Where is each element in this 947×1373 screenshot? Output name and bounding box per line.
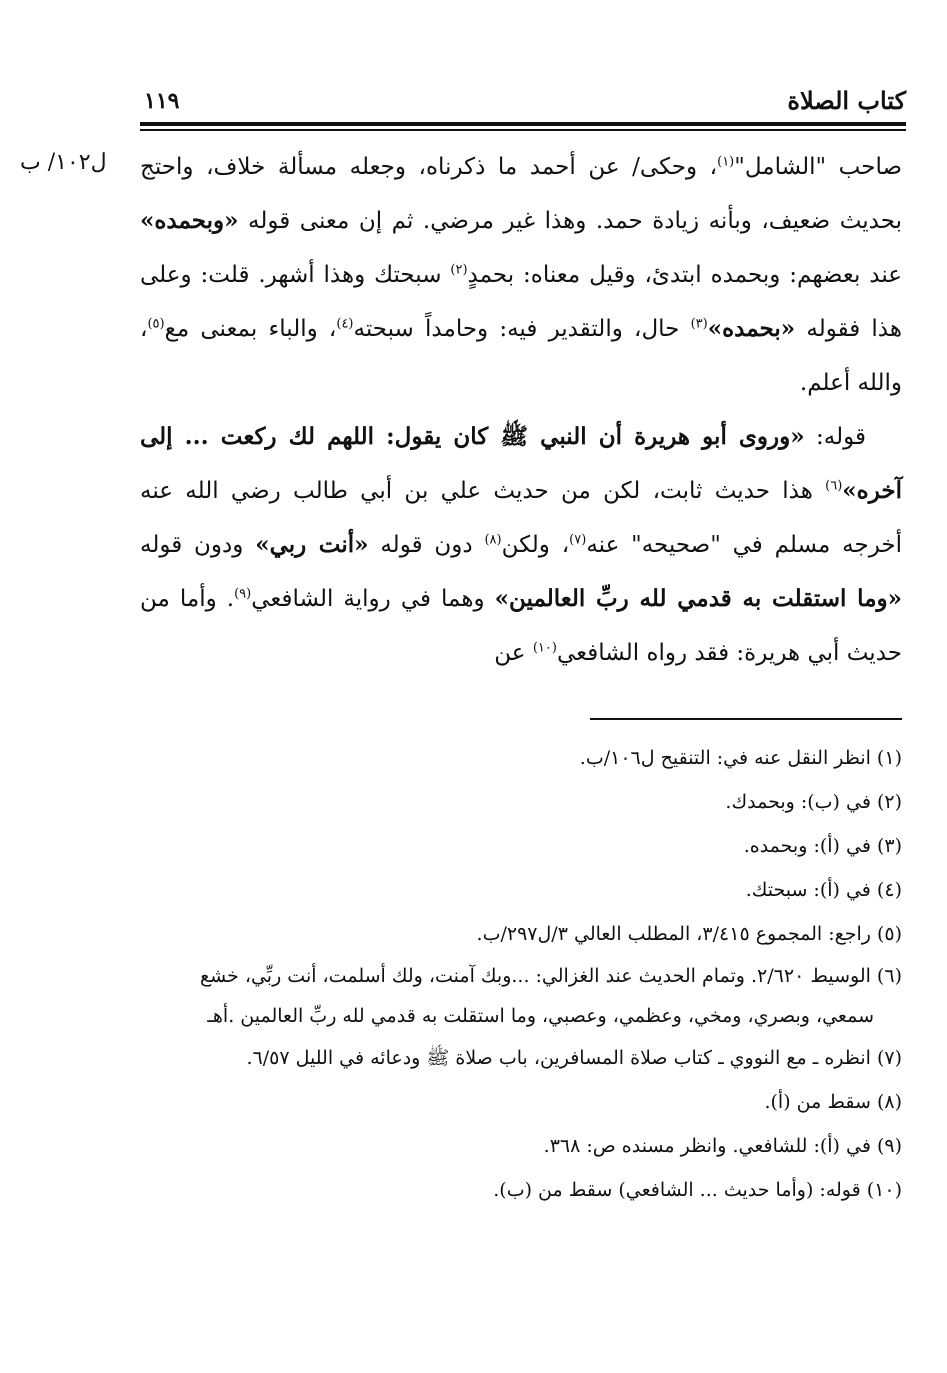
footnote-ref: (١) — [717, 154, 735, 170]
text-run: . وأما من حديث أبي هريرة: فقد رواه الشافعي — [140, 586, 902, 666]
header-rule-thin — [140, 129, 906, 131]
footnote-6: (٦) الوسيط ٢/٦٢٠. وتمام الحديث عند الغزالي: ...وبك آمنت، ولك أسلمت، أنت ربِّي، خشع سمعي، وبصري، ومخي، وعظمي، وعصبي، وما استقلت به قدمي لله ربِّ العالمين .أهـ — [199, 965, 902, 1027]
text-run: سبحتك وهذا أشهر. قلت: وعلى هذا فقوله — [140, 262, 903, 342]
quote-bold: «وما استقلت به قدمي لله ربِّ العالمين» — [494, 585, 902, 612]
footnote-ref: (٨) — [484, 532, 502, 548]
text-run: حال، والتقدير فيه: وحامداً سبحته — [353, 316, 691, 342]
text-run: ودون قوله — [140, 532, 256, 558]
text-run: وهما في رواية الشافعي — [251, 586, 495, 612]
text-run: قوله: — [804, 424, 866, 450]
footnote-ref: (٣) — [690, 316, 708, 332]
footnote-ref: (٤) — [336, 316, 354, 332]
footnote-2: (٢) في (ب): وبحمدك. — [725, 791, 902, 813]
text-run: صاحب "الشامل" — [734, 154, 902, 180]
footnote-10: (١٠) قوله: (وأما حديث ... الشافعي) سقط من (ب). — [493, 1179, 902, 1201]
running-header — [140, 86, 906, 120]
text-run: ، والله أعلم. — [140, 316, 902, 396]
manuscript-folio-note: ل١٠٢/ ب — [20, 150, 107, 175]
footnote-ref: (٢) — [450, 262, 468, 278]
footnote-separator — [590, 718, 902, 720]
footnote-7: (٧) انظره ـ مع النووي ـ كتاب صلاة المسافرين، باب صلاة ﷺ ودعائه في الليل ٦/٥٧. — [246, 1047, 902, 1069]
footnote-ref: (٩) — [234, 586, 252, 602]
footnote-ref: (٧) — [569, 532, 587, 548]
footnote-ref: (٦) — [825, 478, 843, 494]
text-run: ، وحكى/ عن أحمد ما ذكرناه، وجعله مسألة خلاف، واحتج بحديث ضعيف، وبأنه زيادة حمد. وهذا غير مرضي. ثم إن معنى قوله — [140, 154, 902, 234]
quote-bold: «أنت ربي» — [255, 531, 369, 558]
footnote-ref: (١٠) — [532, 640, 557, 656]
main-text — [140, 140, 902, 680]
quote-bold: «وروى أبو هريرة أن النبي ﷺ كان يقول: اللهم لك ركعت ... إلى آخره» — [140, 423, 902, 504]
text-run: هذا حديث ثابت، لكن من حديث علي بن أبي طالب رضي الله عنه أخرجه مسلم في "صحيحه" عنه — [140, 478, 903, 558]
footnote-4: (٤) في (أ): سبحتك. — [745, 879, 902, 901]
chapter-title: كتاب الصلاة — [787, 86, 906, 115]
text-run: ، والباء بمعنى مع — [164, 316, 337, 342]
text-run: ، ولكن — [501, 532, 570, 558]
footnote-ref: (٥) — [147, 316, 165, 332]
footnote-9: (٩) في (أ): للشافعي. وانظر مسنده ص: ٣٦٨. — [543, 1135, 902, 1157]
footnote-5: (٥) راجع: المجموع ٣/٤١٥، المطلب العالي ٣/ل٢٩٧/ب. — [476, 923, 902, 945]
page-number: ١١٩ — [144, 88, 180, 114]
footnote-8: (٨) سقط من (أ). — [764, 1091, 902, 1113]
header-rule — [140, 122, 906, 126]
quote-bold: «بحمده» — [707, 315, 796, 342]
paragraph-1 — [140, 140, 902, 410]
footnotes — [140, 736, 902, 1212]
footnote-1: (١) انظر النقل عنه في: التنقيح ل١٠٦/ب. — [579, 747, 902, 769]
quote-bold: «وبحمده» — [140, 207, 239, 234]
text-run: عن — [494, 640, 533, 666]
text-run: عند بعضهم: وبحمده ابتدئ، وقيل معناه: بحمدٍ — [467, 262, 902, 288]
paragraph-2 — [140, 410, 902, 680]
footnote-3: (٣) في (أ): وبحمده. — [743, 835, 902, 857]
text-run: دون قوله — [368, 532, 485, 558]
